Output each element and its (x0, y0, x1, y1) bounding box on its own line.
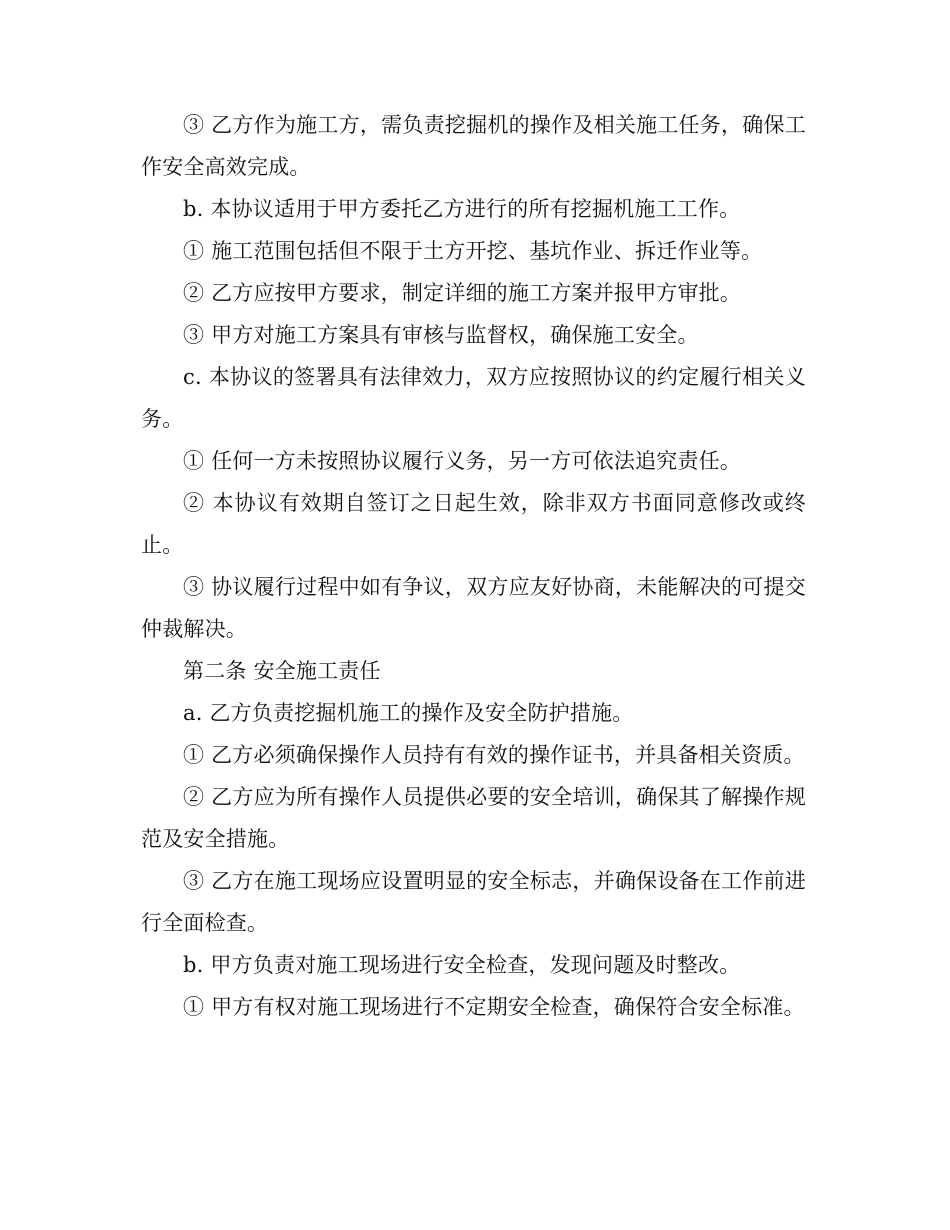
section-heading: 第二条 安全施工责任 (183, 659, 381, 683)
clause-paragraph: ③ 乙方在施工现场应设置明显的安全标志，并确保设备在工作前进行全面检查。 (141, 869, 806, 935)
clause-paragraph: b. 甲方负责对施工现场进行安全检查，发现问题及时整改。 (183, 953, 741, 977)
clause-paragraph: ① 施工范围包括但不限于土方开挖、基坑作业、拆迁作业等。 (183, 239, 763, 263)
clause-paragraph: a. 乙方负责挖掘机施工的操作及安全防护措施。 (183, 701, 634, 725)
clause-paragraph: ② 乙方应为所有操作人员提供必要的安全培训，确保其了解操作规范及安全措施。 (141, 785, 806, 851)
clause-paragraph: c. 本协议的签署具有法律效力，双方应按照协议的约定履行相关义务。 (141, 365, 806, 431)
clause-paragraph: ① 任何一方未按照协议履行义务，另一方可依法追究责任。 (183, 449, 742, 473)
clause-paragraph: ② 乙方应按甲方要求，制定详细的施工方案并报甲方审批。 (183, 281, 742, 305)
document-body (141, 104, 806, 1028)
clause-paragraph: ② 本协议有效期自签订之日起生效，除非双方书面同意修改或终止。 (141, 491, 806, 557)
clause-paragraph: ① 甲方有权对施工现场进行不定期安全检查，确保符合安全标准。 (183, 995, 805, 1019)
clause-paragraph: ① 乙方必须确保操作人员持有有效的操作证书，并具备相关资质。 (183, 743, 805, 767)
clause-paragraph: ③ 乙方作为施工方，需负责挖掘机的操作及相关施工任务，确保工作安全高效完成。 (141, 113, 806, 179)
clause-paragraph: ③ 协议履行过程中如有争议，双方应友好协商，未能解决的可提交仲裁解决。 (141, 575, 806, 641)
clause-paragraph: ③ 甲方对施工方案具有审核与监督权，确保施工安全。 (183, 323, 699, 347)
clause-paragraph: b. 本协议适用于甲方委托乙方进行的所有挖掘机施工工作。 (183, 197, 741, 221)
